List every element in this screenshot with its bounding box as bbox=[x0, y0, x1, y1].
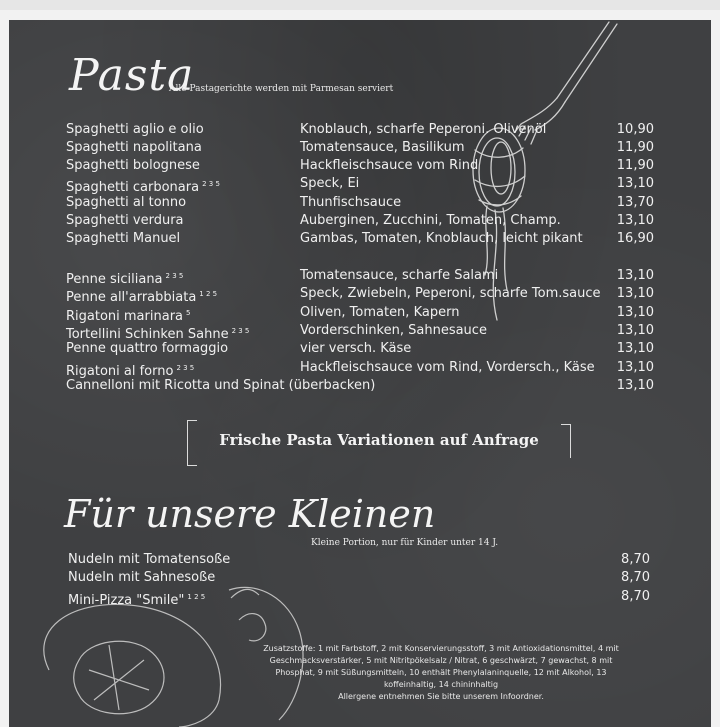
item-price: 13,10 bbox=[616, 268, 654, 283]
notes-line: Allergene entnehmen Sie bitte unserem Infoordner. bbox=[338, 692, 544, 701]
item-price: 13,10 bbox=[616, 176, 654, 191]
menu-item bbox=[66, 377, 656, 395]
item-description: Auberginen, Zucchini, Tomaten, Champ. bbox=[300, 213, 561, 228]
item-price: 11,90 bbox=[616, 140, 654, 155]
menu-item bbox=[68, 569, 658, 587]
notes-line: Phosphat, 9 mit Süßungsmitteln, 10 enthält Phenylalaninquelle, 12 mit Alkohol, 13 bbox=[275, 668, 607, 677]
item-description: vier versch. Käse bbox=[300, 341, 412, 356]
menu-item bbox=[68, 551, 658, 569]
item-name: Spaghetti bolognese bbox=[66, 158, 200, 173]
notes-line: Zusatzstoffe: 1 mit Farbstoff, 2 mit Konservierungsstoff, 3 mit Antioxidationsmittel, 4 mit bbox=[263, 644, 619, 653]
additive-codes: 1 2 5 bbox=[199, 290, 218, 298]
menu-item bbox=[66, 340, 656, 358]
additive-codes: 2 3 5 bbox=[231, 327, 250, 335]
item-price: 8,70 bbox=[621, 552, 650, 567]
item-name: Spaghetti aglio e olio bbox=[66, 122, 204, 137]
item-price: 13,10 bbox=[616, 213, 654, 228]
item-name: Spaghetti al tonno bbox=[66, 195, 187, 210]
item-price: 8,70 bbox=[621, 589, 650, 604]
item-name: Spaghetti napolitana bbox=[66, 140, 202, 155]
item-description: Tomatensauce, scharfe Salami bbox=[300, 268, 499, 283]
additive-codes: 2 3 5 bbox=[165, 272, 184, 280]
fresh-pasta-banner bbox=[187, 420, 571, 466]
additive-codes: 2 3 5 bbox=[176, 364, 195, 372]
notes-line: Geschmacksverstärker, 5 mit Nitritpökelsalz / Nitrat, 6 geschwärzt, 7 gewachst, 8 mit bbox=[269, 656, 613, 665]
menu-item bbox=[66, 322, 656, 340]
item-price: 13,10 bbox=[616, 360, 654, 375]
item-price: 13,10 bbox=[616, 286, 654, 301]
item-name: Penne all'arrabbiata $^{1 2 5}$ bbox=[66, 290, 218, 305]
kids-title: Für unsere Kleinen bbox=[64, 492, 436, 536]
menu-item bbox=[66, 285, 656, 303]
menu-item bbox=[66, 359, 656, 377]
pasta-title: Pasta bbox=[69, 50, 195, 101]
item-name: Spaghetti carbonara $^{2 3 5}$ bbox=[66, 180, 220, 195]
item-description: Gambas, Tomaten, Knoblauch, leicht pikant bbox=[300, 231, 583, 246]
item-name: Nudeln mit Sahnesoße bbox=[68, 570, 216, 585]
item-name: Penne quattro formaggio bbox=[66, 341, 229, 356]
item-description: Tomatensauce, Basilikum bbox=[300, 140, 465, 155]
item-price: 13,10 bbox=[616, 305, 654, 320]
menu-item bbox=[66, 230, 656, 248]
additive-codes: 5 bbox=[186, 309, 191, 317]
item-description: Oliven, Tomaten, Kapern bbox=[300, 305, 460, 320]
item-description: Thunfischsauce bbox=[300, 195, 402, 210]
item-name: Penne siciliana $^{2 3 5}$ bbox=[66, 272, 184, 287]
item-name: Rigatoni marinara $^5$ bbox=[66, 309, 191, 324]
item-description: Speck, Ei bbox=[300, 176, 360, 191]
item-price: 13,10 bbox=[616, 378, 654, 393]
item-description: Vorderschinken, Sahnesauce bbox=[300, 323, 487, 338]
item-name: Mini-Pizza "Smile" $^{1 2 5}$ bbox=[68, 593, 206, 608]
pasta-subtitle: Alle Pastagerichte werden mit Parmesan serviert bbox=[169, 84, 394, 94]
menu-board bbox=[9, 20, 711, 727]
additives-notes bbox=[231, 643, 651, 703]
menu-item bbox=[66, 175, 656, 193]
menu-item bbox=[66, 212, 656, 230]
item-name: Spaghetti verdura bbox=[66, 213, 184, 228]
item-price: 13,10 bbox=[616, 323, 654, 338]
item-name: Tortellini Schinken Sahne $^{2 3 5}$ bbox=[66, 327, 250, 342]
top-bar bbox=[0, 0, 720, 10]
item-name: Rigatoni al forno $^{2 3 5}$ bbox=[66, 364, 195, 379]
item-description: Speck, Zwiebeln, Peperoni, scharfe Tom.sauce bbox=[300, 286, 601, 301]
item-name: Cannelloni mit Ricotta und Spinat (überbacken) bbox=[66, 378, 376, 393]
banner-text: Frische Pasta Variationen auf Anfrage bbox=[219, 431, 539, 449]
menu-item bbox=[66, 194, 656, 212]
notes-line: koffeinhaltig, 14 chininhaltig bbox=[383, 680, 499, 689]
kids-subtitle: Kleine Portion, nur für Kinder unter 14 J. bbox=[311, 538, 499, 548]
item-price: 8,70 bbox=[621, 570, 650, 585]
item-description: Hackfleischsauce vom Rind, Vordersch., Käse bbox=[300, 360, 595, 375]
item-price: 10,90 bbox=[616, 122, 654, 137]
menu-item bbox=[66, 267, 656, 285]
item-price: 13,10 bbox=[616, 341, 654, 356]
menu-item bbox=[66, 139, 656, 157]
item-price: 11,90 bbox=[616, 158, 654, 173]
menu-item bbox=[66, 157, 656, 175]
item-name: Nudeln mit Tomatensoße bbox=[68, 552, 231, 567]
item-description: Knoblauch, scharfe Peperoni. Olivenöl bbox=[300, 122, 547, 137]
menu-item bbox=[66, 121, 656, 139]
menu-item bbox=[66, 304, 656, 322]
item-price: 13,70 bbox=[616, 195, 654, 210]
menu-item bbox=[68, 588, 658, 606]
additive-codes: 1 2 5 bbox=[187, 593, 206, 601]
item-price: 16,90 bbox=[616, 231, 654, 246]
item-description: Hackfleischsauce vom Rind bbox=[300, 158, 479, 173]
item-name: Spaghetti Manuel bbox=[66, 231, 181, 246]
additive-codes: 2 3 5 bbox=[202, 180, 220, 188]
